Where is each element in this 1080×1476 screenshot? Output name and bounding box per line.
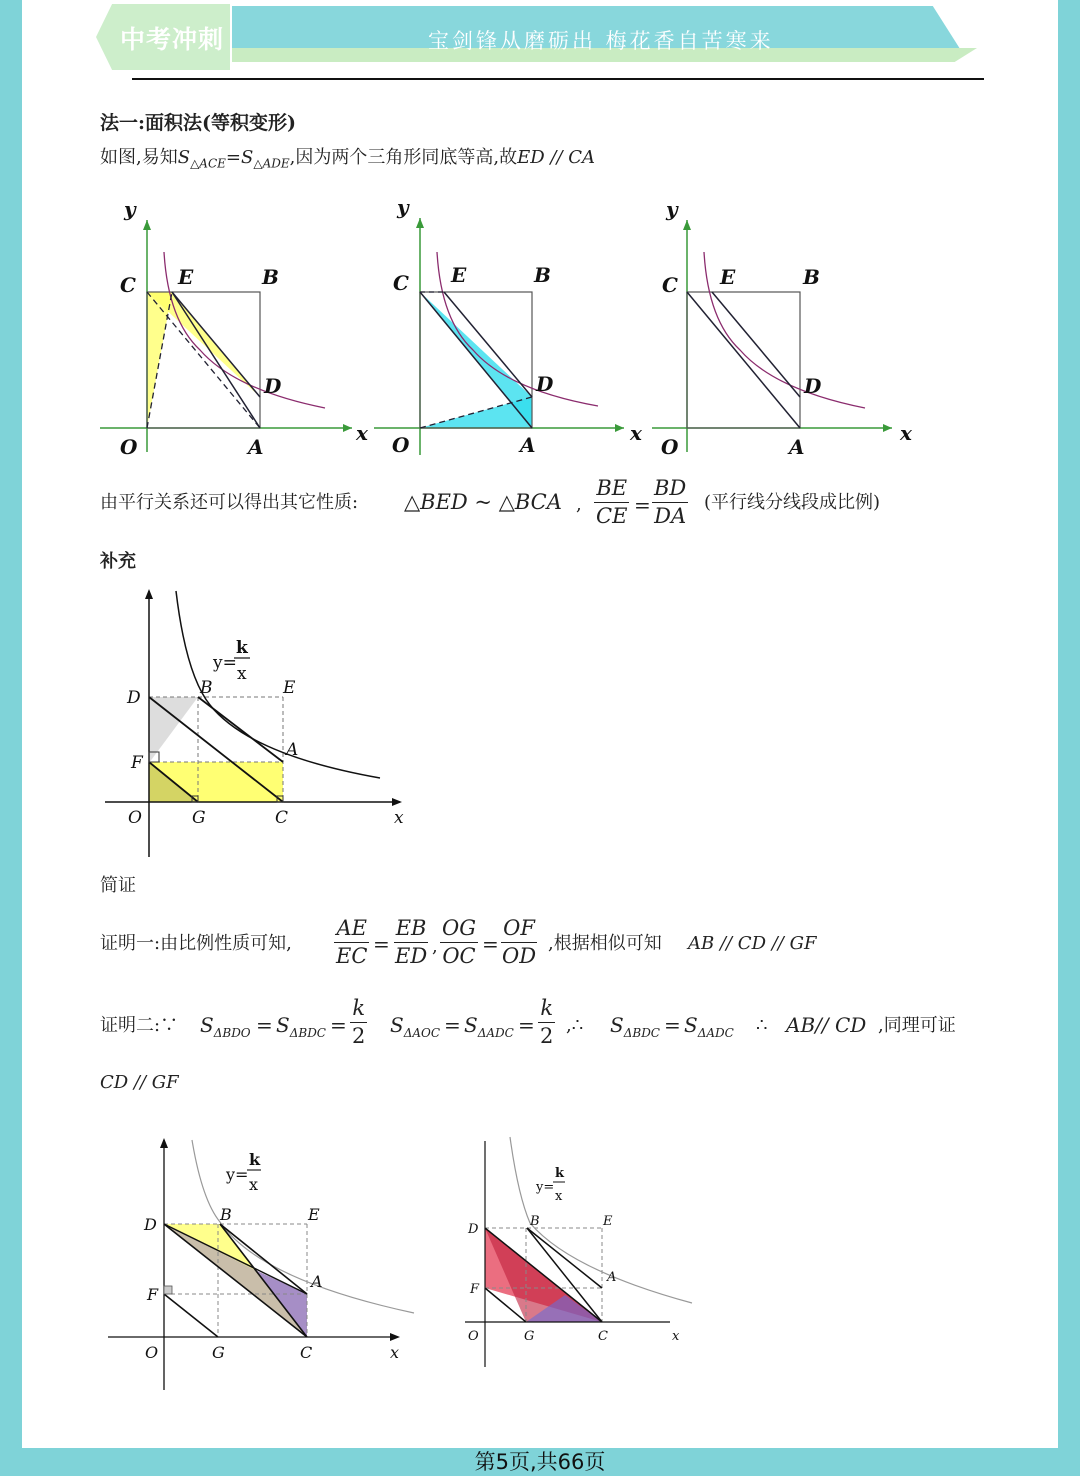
bf2-label-o: O — [468, 1329, 479, 1344]
supp-curve-k: k — [236, 638, 248, 658]
s5: S — [610, 1013, 624, 1037]
bf1-label-o: O — [145, 1343, 159, 1362]
fig1-label-c: C — [120, 273, 136, 297]
fig2-label-d: D — [536, 372, 554, 396]
supp-label-c: C — [275, 808, 289, 828]
fig3-label-c: C — [662, 273, 678, 297]
proof-two-term2 — [276, 1015, 326, 1039]
bottom-figure-1 — [100, 1130, 420, 1390]
fig2-label-e: E — [451, 263, 467, 287]
fraction-eb-ed — [393, 918, 429, 967]
bf2-label-c: C — [598, 1329, 608, 1344]
frac-ce: CE — [596, 504, 628, 528]
fig1-label-y: y — [124, 197, 136, 221]
header-tag: 中考冲刺 — [120, 25, 225, 54]
proof-two-prefix: 证明二:∵ — [100, 1015, 179, 1036]
property-similar: △BED ~ △BCA — [404, 490, 562, 514]
proof-two-term1 — [200, 1015, 251, 1039]
fig3-label-d: D — [804, 374, 822, 398]
s-ace-sub: △ACE — [190, 156, 226, 171]
frac-eb: EB — [394, 918, 429, 943]
fig2-label-a: A — [520, 433, 536, 457]
supp-label-x: x — [394, 808, 404, 828]
frac-k-b: k — [538, 998, 555, 1023]
bf1-label-x: x — [390, 1343, 400, 1362]
frac-bd: BD — [652, 478, 688, 503]
frac-2-a: 2 — [352, 1024, 366, 1048]
property-text: 由平行关系还可以得出其它性质: — [100, 492, 359, 513]
bf1-curve-y: y= — [226, 1165, 249, 1184]
header-banner — [0, 0, 1080, 80]
fraction-bd-da — [652, 478, 688, 527]
supp-label-e: E — [283, 678, 296, 698]
frac-ae: AE — [334, 918, 369, 943]
line-pre: 如图,易知 — [100, 147, 178, 168]
bf2-label-b: B — [530, 1214, 540, 1229]
proof-two-therefore2: ∴ — [756, 1015, 768, 1036]
fraction-be-ce — [594, 478, 629, 527]
bf2-curve-x: x — [555, 1189, 563, 1204]
proof-two-parallel: AB// CD — [786, 1013, 867, 1037]
proof-two-eq3: = — [444, 1013, 461, 1037]
supp-label-b: B — [200, 678, 213, 698]
frac-od: OD — [502, 944, 537, 968]
fig1-label-x: x — [356, 421, 368, 445]
bf2-label-a: A — [607, 1270, 617, 1285]
figure-1 — [100, 197, 369, 459]
proof-brief: 简证 — [100, 875, 136, 896]
s4: S — [464, 1013, 478, 1037]
bf2-label-f: F — [470, 1282, 480, 1297]
s-ade-sub: △ADE — [253, 156, 290, 171]
bf2-curve-k: k — [555, 1166, 565, 1181]
s2: S — [276, 1013, 290, 1037]
sub-bdc: ΔBDC — [289, 1026, 326, 1040]
fig3-label-o: O — [661, 435, 679, 459]
supp-curve-y: y= — [213, 653, 237, 673]
fig2-label-o: O — [392, 433, 410, 457]
bf1-curve-x: x — [249, 1175, 259, 1194]
proof-one-eq2: = — [482, 932, 499, 956]
frac-k-a: k — [350, 998, 367, 1023]
header-rule — [132, 78, 984, 80]
bf1-label-f: F — [147, 1285, 159, 1304]
s-ace: S — [177, 147, 191, 168]
figure-2 — [374, 195, 643, 457]
fig3-label-y: y — [666, 197, 678, 221]
bf2-label-e: E — [603, 1214, 613, 1229]
proof-two-eq1: = — [256, 1013, 273, 1037]
frac-oc: OC — [442, 944, 476, 968]
proof-two-last: CD // GF — [100, 1072, 179, 1093]
fig3-label-x: x — [900, 421, 912, 445]
frac-ec: EC — [336, 944, 368, 968]
figure-3 — [652, 197, 913, 459]
header-motto: 宝剑锋从磨砺出 梅花香自苦寒来 — [428, 29, 774, 53]
supp-label-a: A — [286, 740, 299, 760]
proof-two-eq2: = — [330, 1013, 347, 1037]
s3: S — [390, 1013, 404, 1037]
proof-one-prefix: 证明一:由比例性质可知, — [100, 933, 292, 954]
supp-label-g: G — [192, 808, 206, 828]
proof-two-term5 — [610, 1015, 660, 1039]
frac-da: DA — [654, 504, 687, 528]
property-note: (平行线分线段成比例) — [704, 492, 881, 513]
fraction-og-oc — [440, 918, 478, 967]
fig3-label-a: A — [789, 435, 805, 459]
frac-ed: ED — [395, 944, 428, 968]
area-method-line — [100, 149, 595, 170]
proof-two-eq4: = — [518, 1013, 535, 1037]
proof-two-therefore: ,∴ — [566, 1015, 584, 1036]
bf2-label-d: D — [468, 1222, 479, 1237]
page-number: 第5页,共66页 — [474, 1450, 606, 1474]
supp-label-f: F — [131, 753, 143, 773]
bf1-label-d: D — [144, 1215, 157, 1234]
proof-one-eq1: = — [373, 932, 390, 956]
frac-og: OG — [440, 918, 478, 943]
bottom-figure-2 — [460, 1135, 710, 1375]
proof-one-sep: , — [432, 936, 438, 957]
supplement-figure — [100, 585, 430, 875]
frac-2-b: 2 — [540, 1024, 554, 1048]
fraction-k-2-a — [350, 998, 367, 1047]
property-eq: = — [634, 493, 651, 517]
line-mid: ,因为两个三角形同底等高,故 — [289, 147, 518, 168]
supp-label-o: O — [128, 808, 142, 828]
proof-two-same: ,同理可证 — [878, 1015, 956, 1036]
property-comma: , — [576, 494, 582, 515]
bf1-label-b: B — [220, 1205, 232, 1224]
s1: S — [200, 1013, 214, 1037]
eq-sign: = — [225, 147, 242, 168]
proof-one-conclusion: AB // CD // GF — [688, 933, 817, 954]
s6: S — [684, 1013, 698, 1037]
bf1-curve-k: k — [249, 1150, 261, 1169]
bf2-label-x: x — [672, 1329, 680, 1344]
s-ade: S — [241, 147, 254, 168]
supp-label-d: D — [127, 688, 141, 708]
bf1-label-c: C — [300, 1343, 313, 1362]
fig1-label-d: D — [264, 374, 282, 398]
section-title: 法一:面积法(等积变形) — [100, 112, 296, 134]
sub-adc: ΔADC — [477, 1026, 514, 1040]
fig2-label-y: y — [397, 195, 409, 219]
fig1-label-a: A — [248, 435, 264, 459]
sub-bdc2: ΔBDC — [623, 1026, 660, 1040]
proof-two-term3 — [390, 1015, 440, 1039]
fig1-label-e: E — [178, 265, 194, 289]
frac-be: BE — [594, 478, 629, 503]
line-conclusion: ED // CA — [517, 147, 596, 168]
bf2-label-g: G — [524, 1329, 535, 1344]
top-figures — [0, 190, 1080, 490]
bf1-label-e: E — [308, 1205, 320, 1224]
proof-two-eq5: = — [664, 1013, 681, 1037]
fig3-label-b: B — [803, 265, 820, 289]
bf1-label-g: G — [212, 1343, 225, 1362]
fig1-label-b: B — [262, 265, 279, 289]
fraction-of-od — [500, 918, 538, 967]
fig1-label-o: O — [120, 435, 138, 459]
fig2-label-b: B — [534, 263, 551, 287]
fig3-label-e: E — [720, 265, 736, 289]
frac-of: OF — [501, 918, 537, 943]
sub-adc2: ΔADC — [697, 1026, 734, 1040]
supp-curve-x: x — [237, 664, 247, 684]
proof-two-term4 — [464, 1015, 514, 1039]
bf1-label-a: A — [311, 1272, 323, 1291]
sub-bdo: ΔBDO — [213, 1026, 251, 1040]
proof-one-suffix: ,根据相似可知 — [548, 933, 662, 954]
bf2-curve-y: y= — [536, 1180, 555, 1195]
supplement-title: 补充 — [100, 551, 136, 572]
fraction-ae-ec — [334, 918, 369, 967]
proof-two-term6 — [684, 1015, 734, 1039]
fraction-k-2-b — [538, 998, 555, 1047]
sub-aoc: ΔAOC — [403, 1026, 441, 1040]
fig2-label-x: x — [630, 421, 642, 445]
fig2-label-c: C — [393, 271, 409, 295]
